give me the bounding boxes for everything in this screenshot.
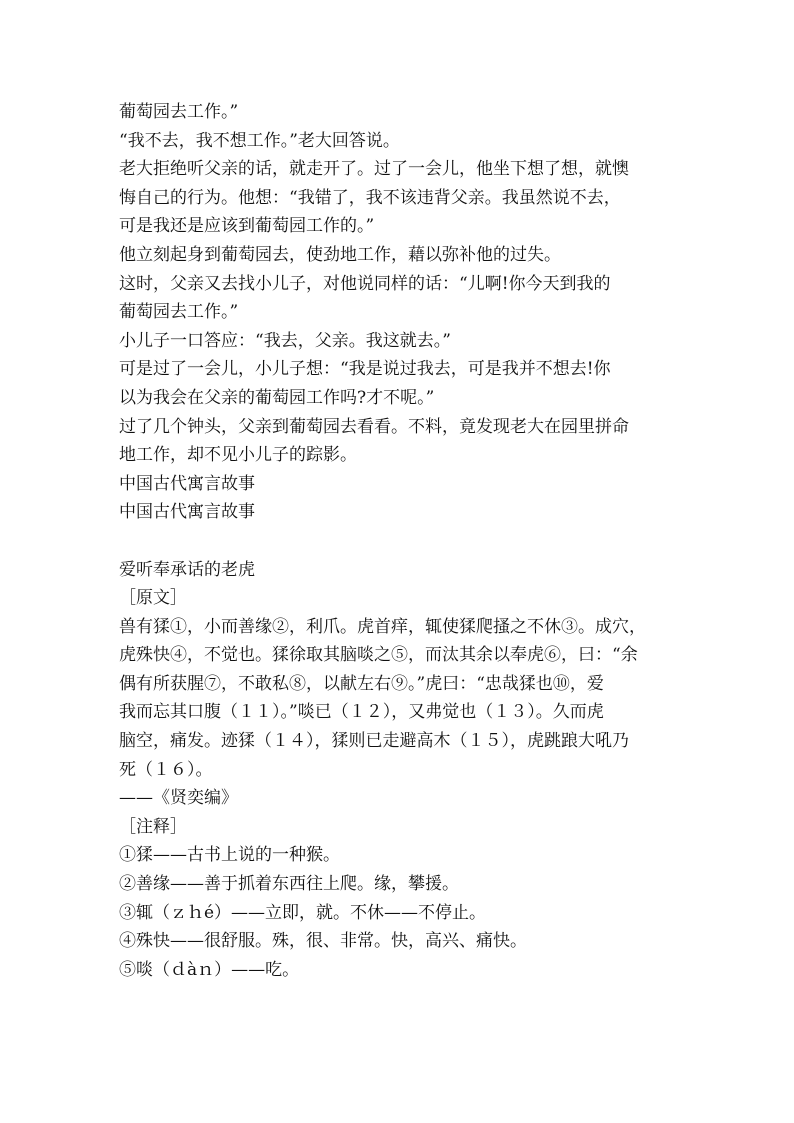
note-item: ①猱——古书上说的一种猴。 [119,845,340,866]
text-line: 脑空，痛发。迹猱（１４），猱则已走避高木（１５），虎跳踉大吼乃 [119,731,629,752]
text-line: 以为我会在父亲的葡萄园工作吗?才不呢。” [119,387,435,408]
text-line: 我而忘其口腹（１１）。”啖已（１２），又弗觉也（１３）。久而虎 [119,702,604,723]
text-line: 可是我还是应该到葡萄园工作的。” [119,216,375,237]
section-heading-original: ［原文］ [119,588,187,609]
text-line: “我不去，我不想工作。”老大回答说。 [119,130,400,151]
text-line: 老大拒绝听父亲的话，就走开了。过了一会儿，他坐下想了想，就懊 [119,159,629,180]
text-line: 小儿子一口答应：“我去，父亲。我这就去。” [119,330,451,351]
section-heading-notes: ［注释］ [119,816,187,837]
text-line: 地工作，却不见小儿子的踪影。 [119,445,357,466]
source-line: ——《贤奕编》 [119,788,238,809]
text-line: 葡萄园去工作。” [119,302,239,323]
text-line: 兽有猱①，小而善缘②，利爪。虎首痒，辄使猱爬搔之不休③。成穴， [119,616,646,637]
text-line: 葡萄园去工作。” [119,102,239,122]
source-line: 中国古代寓言故事 [119,502,255,523]
text-line: 可是过了一会儿，小儿子想：“我是说过我去，可是我并不想去!你 [119,359,611,380]
note-item: ②善缘——善于抓着东西往上爬。缘，攀援。 [119,874,459,895]
source-line: 中国古代寓言故事 [119,473,255,494]
text-line: 过了几个钟头，父亲到葡萄园去看看。不料，竟发现老大在园里拼命 [119,416,629,437]
text-line: 他立刻起身到葡萄园去，使劲地工作，藉以弥补他的过失。 [119,244,561,265]
text-line: 悔自己的行为。他想：“我错了，我不该违背父亲。我虽然说不去， [119,187,621,208]
story-title: 爱听奉承话的老虎 [119,559,255,580]
text-line: 这时，父亲又去找小儿子，对他说同样的话：“儿啊!你今天到我的 [119,273,611,294]
document-body [119,98,691,984]
note-item: ③辄（ｚｈé）——立即，就。不休——不停止。 [119,902,487,923]
blank-line [119,527,691,556]
note-item: ④殊快——很舒服。殊，很、非常。快，高兴、痛快。 [119,931,527,952]
note-item: ⑤啖（ｄàｎ）——吃。 [119,959,300,980]
text-line: 偶有所获腥⑦，不敢私⑧，以献左右⑨。”虎曰：“忠哉猱也⑩，爱 [119,673,604,694]
text-line: 死（１６）。 [119,759,213,780]
text-line: 虎殊快④，不觉也。猱徐取其脑啖之⑤，而汰其余以奉虎⑥，曰：“余 [119,645,638,666]
